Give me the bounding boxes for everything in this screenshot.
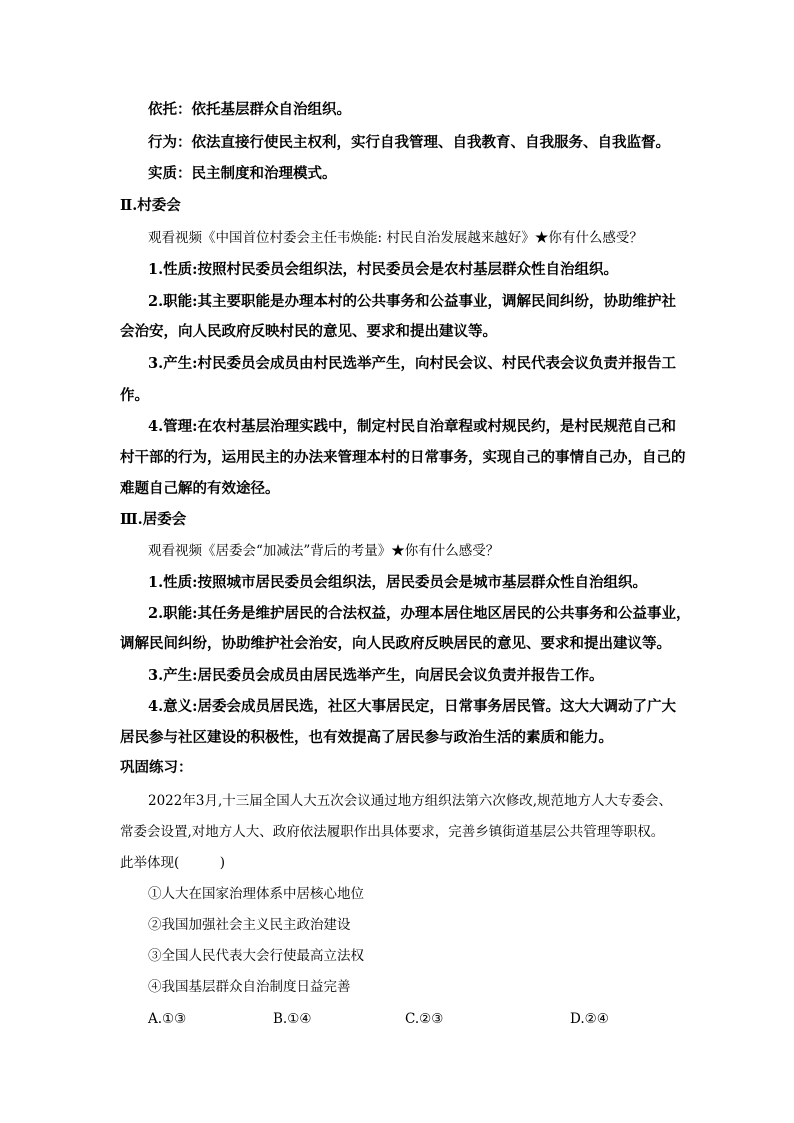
section-heading-resident: Ⅲ.居委会: [120, 511, 187, 528]
village-function-l1: 2.职能:其主要职能是办理本村的公共事务和公益事业，调解民间纠纷，协助维护社: [148, 293, 676, 310]
question-l2: 常委会设置,对地方人大、政府依法履职作出具体要求，完善乡镇街道基层公共管理等职权。: [120, 824, 665, 840]
choice-b: B.①④: [273, 1011, 312, 1027]
option-2: ②我国加强社会主义民主政治建设: [148, 917, 351, 933]
option-3: ③全国人民代表大会行使最高立法权: [148, 948, 364, 964]
choice-d: D.②④: [570, 1011, 609, 1027]
resident-video-prompt: 观看视频《居委会“加减法”背后的考量》★你有什么感受？: [148, 543, 500, 559]
village-origin-l2: 作。: [120, 387, 149, 404]
choice-a: A.①③: [148, 1011, 187, 1027]
village-manage-l3: 难题自己解的有效途径。: [120, 480, 280, 497]
resident-meaning-l2: 居民参与社区建设的积极性，也有效提高了居民参与政治生活的素质和能力。: [120, 729, 613, 746]
option-1: ①人大在国家治理体系中居核心地位: [148, 886, 364, 902]
basis-line: 依托：依托基层群众自治组织。: [148, 101, 351, 118]
action-line: 行为：依法直接行使民主权利，实行自我管理、自我教育、自我服务、自我监督。: [148, 134, 670, 151]
resident-meaning-l1: 4.意义:居委会成员居民选，社区大事居民定，日常事务居民管。这大大调动了广大: [148, 698, 676, 715]
question-l3: 此举体现( ): [120, 855, 226, 871]
resident-nature: 1.性质:按照城市居民委员会组织法，居民委员会是城市基层群众性自治组织。: [148, 574, 647, 591]
resident-origin: 3.产生:居民委员会成员由居民选举产生，向居民会议负责并报告工作。: [148, 667, 604, 684]
resident-function-l1: 2.职能:其任务是维护居民的合法权益，办理本居住地区居民的公共事务和公益事业，: [148, 605, 691, 622]
village-function-l2: 会治安，向人民政府反映村民的意见、要求和提出建议等。: [120, 323, 497, 340]
village-manage-l2: 村干部的行为，运用民主的办法来管理本村的日常事务，实现自己的事情自己办，自己的: [120, 449, 686, 466]
section-heading-village: Ⅱ.村委会: [120, 197, 181, 214]
village-origin-l1: 3.产生:村民委员会成员由村民选举产生，向村民会议、村民代表会议负责并报告工: [148, 355, 676, 372]
resident-function-l2: 调解民间纠纷，协助维护社会治安，向人民政府反映居民的意见、要求和提出建议等。: [120, 635, 671, 652]
essence-line: 实质：民主制度和治理模式。: [148, 165, 337, 182]
choice-c: C.②③: [405, 1011, 444, 1027]
village-video-prompt: 观看视频《中国首位村委会主任韦焕能: 村民自治发展越来越好》★你有什么感受？: [148, 230, 643, 246]
option-4: ④我国基层群众自治制度日益完善: [148, 979, 351, 995]
practice-heading: 巩固练习：: [120, 759, 193, 776]
village-nature: 1.性质:按照村民委员会组织法，村民委员会是农村基层群众性自治组织。: [148, 261, 618, 278]
question-l1: 2022年3月,十三届全国人大五次会议通过地方组织法第六次修改,规范地方人大专委会、: [148, 793, 673, 809]
village-manage-l1: 4.管理:在农村基层治理实践中，制定村民自治章程或村规民约，是村民规范自己和: [148, 418, 676, 435]
